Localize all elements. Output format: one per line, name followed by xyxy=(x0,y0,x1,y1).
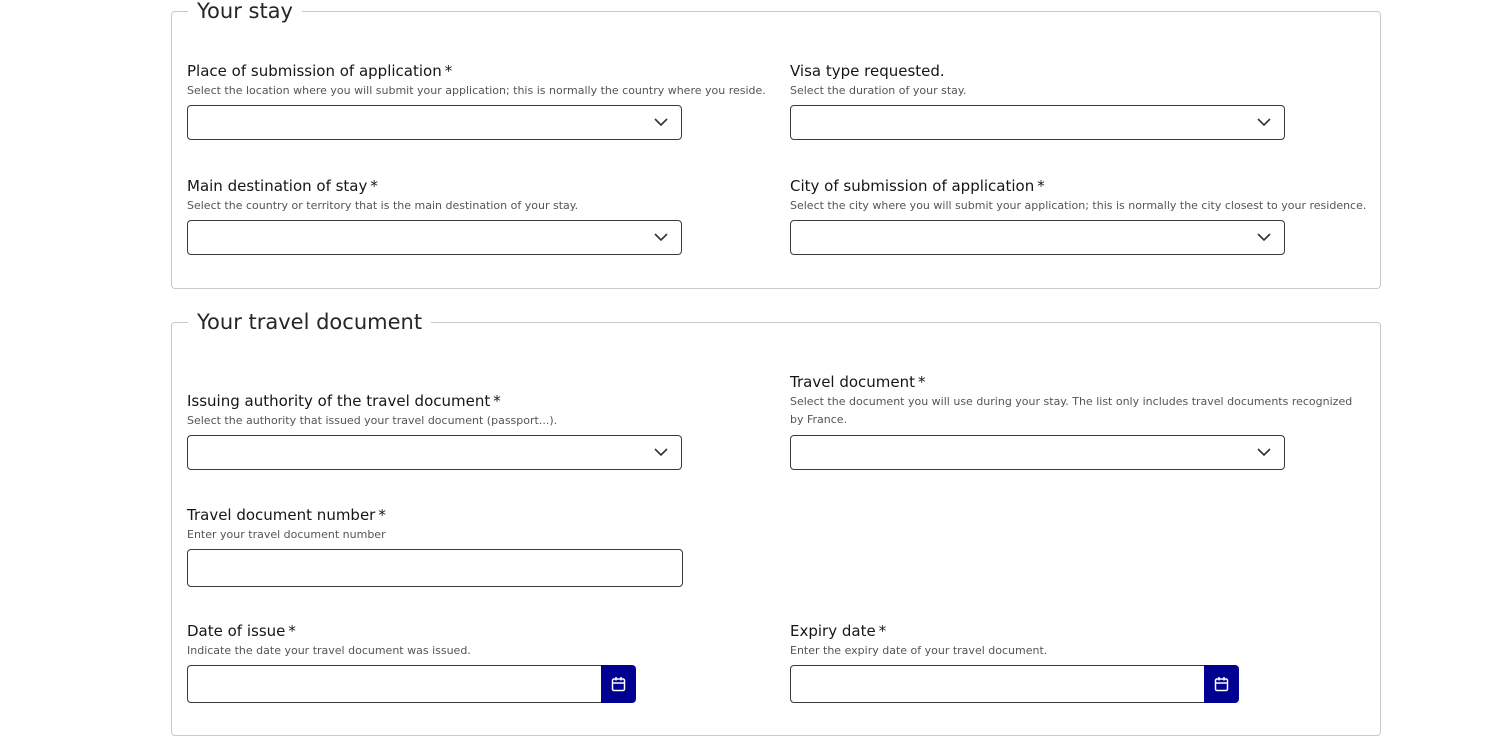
place-of-submission-select[interactable] xyxy=(187,105,682,140)
required-marker: * xyxy=(918,373,926,391)
travel-document-select[interactable] xyxy=(790,435,1285,470)
issuing-authority-hint: Select the authority that issued your travel document (passport...). xyxy=(187,414,558,427)
chevron-down-icon xyxy=(653,116,669,128)
chevron-down-icon xyxy=(653,446,669,458)
travel-document-number-input[interactable] xyxy=(187,549,683,587)
visa-type-hint: Select the duration of your stay. xyxy=(790,84,967,97)
expiry-date-hint: Enter the expiry date of your travel document. xyxy=(790,644,1048,657)
date-of-issue-label: Date of issue * xyxy=(187,622,296,640)
visa-type-select[interactable] xyxy=(790,105,1285,140)
travel-document-hint: Select the document you will use during your stay. The list only includes travel documents recognized by France. xyxy=(790,395,1353,426)
city-of-submission-hint: Select the city where you will submit your application; this is normally the city closest to your residence. xyxy=(790,199,1367,212)
main-destination-select[interactable] xyxy=(187,220,682,255)
chevron-down-icon xyxy=(653,231,669,243)
required-marker: * xyxy=(378,506,386,524)
fieldset-your-stay xyxy=(171,0,1381,289)
travel-document-number-hint: Enter your travel document number xyxy=(187,528,386,541)
travel-document-label: Travel document * xyxy=(790,373,926,391)
required-marker: * xyxy=(493,392,501,410)
required-marker: * xyxy=(444,62,453,80)
required-marker: * xyxy=(370,177,378,195)
visa-type-label: Visa type requested. xyxy=(790,62,945,80)
calendar-icon xyxy=(611,676,626,692)
date-of-issue-hint: Indicate the date your travel document was issued. xyxy=(187,644,471,657)
fieldset-your-travel-document xyxy=(171,310,1381,736)
required-marker: * xyxy=(1037,177,1045,195)
expiry-date-input[interactable] xyxy=(790,665,1204,703)
main-destination-label: Main destination of stay * xyxy=(187,177,378,195)
issuing-authority-label: Issuing authority of the travel document * xyxy=(187,392,501,410)
required-marker: * xyxy=(878,622,887,640)
main-destination-hint: Select the country or territory that is the main destination of your stay. xyxy=(187,199,579,212)
city-of-submission-label: City of submission of application * xyxy=(790,177,1045,195)
issuing-authority-select[interactable] xyxy=(187,435,682,470)
chevron-down-icon xyxy=(1256,116,1272,128)
expiry-date-calendar-button[interactable] xyxy=(1204,665,1239,703)
place-of-submission-hint: Select the location where you will submit your application; this is normally the country where you reside. xyxy=(187,84,766,97)
date-of-issue-input[interactable] xyxy=(187,665,601,703)
expiry-date-label: Expiry date * xyxy=(790,622,887,640)
required-marker: * xyxy=(288,622,296,640)
travel-document-number-label: Travel document number * xyxy=(187,506,386,524)
chevron-down-icon xyxy=(1256,446,1272,458)
chevron-down-icon xyxy=(1256,231,1272,243)
section-title-your-stay: Your stay xyxy=(188,0,302,24)
date-of-issue-calendar-button[interactable] xyxy=(601,665,636,703)
city-of-submission-select[interactable] xyxy=(790,220,1285,255)
place-of-submission-label: Place of submission of application * xyxy=(187,62,453,80)
section-title-your-travel-document: Your travel document xyxy=(188,309,431,335)
calendar-icon xyxy=(1214,676,1229,692)
